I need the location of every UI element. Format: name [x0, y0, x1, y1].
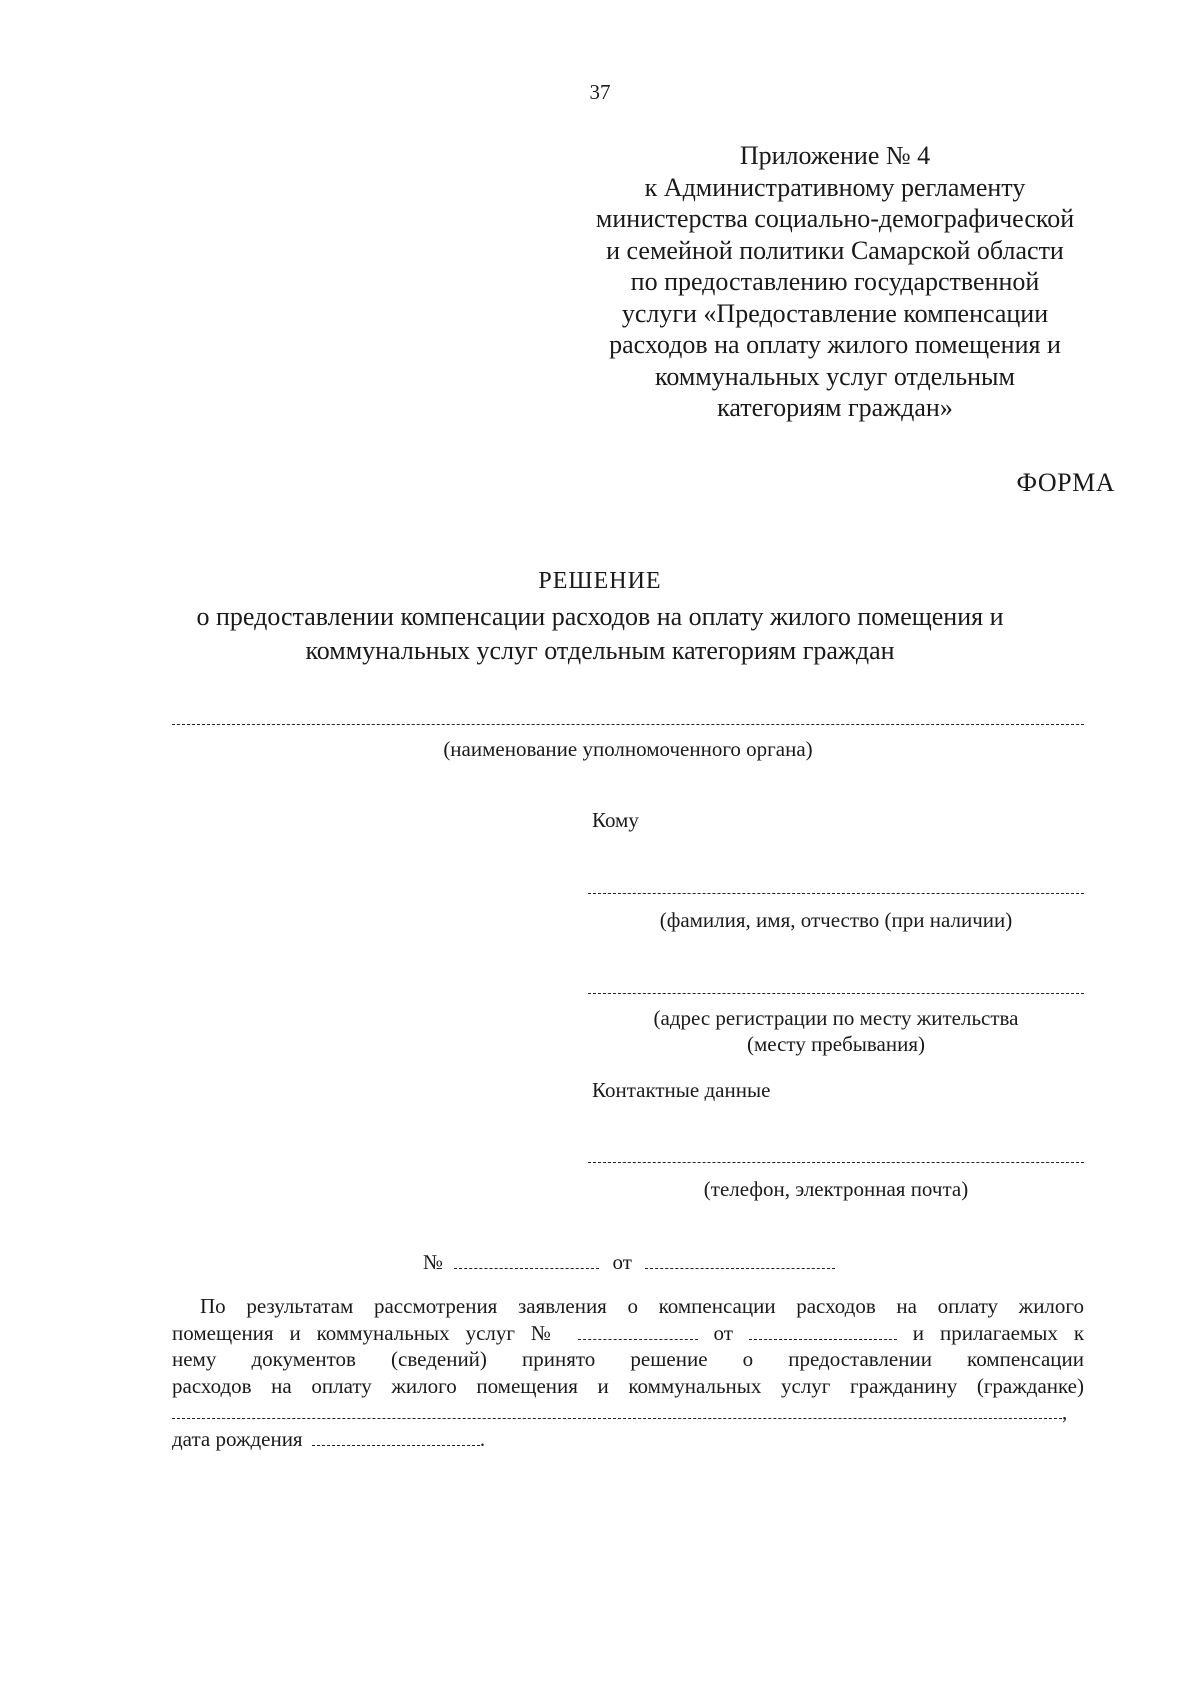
body-text-fragment: от: [713, 1320, 733, 1345]
body-line: [172, 1320, 1084, 1347]
recipient-name-blank-line[interactable]: [588, 893, 1084, 894]
decision-body: [172, 1293, 1084, 1452]
contacts-blank-line[interactable]: [588, 1162, 1084, 1163]
appendix-line: к Административному регламенту: [644, 172, 1026, 202]
appendix-line: коммунальных услуг отдельным: [655, 361, 1015, 391]
appendix-header: [555, 140, 1115, 424]
application-number-blank[interactable]: [578, 1325, 698, 1340]
body-text-fragment: .: [479, 1426, 486, 1451]
appendix-line: по предоставлению государственной: [630, 267, 1040, 296]
citizen-name-blank[interactable]: [172, 1404, 1062, 1419]
decision-title: РЕШЕНИЕ: [538, 568, 662, 594]
form-label: ФОРМА: [1016, 468, 1115, 497]
address-caption-line1: (адрес регистрации по месту жительства: [653, 1006, 1019, 1030]
from-label: от: [612, 1250, 632, 1274]
decision-subtitle: [0, 600, 1200, 668]
body-line: нему документов (сведений) принято решение о предоставлении компенсации: [172, 1347, 1084, 1371]
appendix-line: и семейной политики Самарской области: [606, 235, 1064, 265]
decision-date-blank[interactable]: [645, 1254, 835, 1269]
body-text-fragment: помещения и коммунальных услуг №: [172, 1320, 562, 1345]
birth-date-label: дата рождения: [172, 1426, 303, 1451]
address-blank-line[interactable]: [588, 993, 1084, 994]
appendix-line: Приложение № 4: [739, 141, 931, 170]
appendix-line: услуги «Предоставление компенсации: [621, 298, 1049, 328]
address-caption-line2: (месту пребывания): [746, 1032, 926, 1056]
body-text-fragment: и прилагаемых к: [912, 1320, 1085, 1345]
appendix-line: категориям граждан»: [717, 393, 953, 422]
number-sign: №: [423, 1250, 444, 1274]
recipient-name-caption: (фамилия, имя, отчество (при наличии): [659, 908, 1013, 932]
body-line: [172, 1399, 1084, 1426]
birth-date-blank[interactable]: [312, 1431, 480, 1446]
authority-blank-line[interactable]: [172, 724, 1084, 725]
decision-subtitle-line: о предоставлении компенсации расходов на оплату жилого помещения и: [196, 602, 1004, 631]
page-number: 37: [589, 80, 611, 104]
to-label: Кому: [592, 808, 639, 832]
appendix-line: расходов на оплату жилого помещения и: [609, 330, 1061, 359]
body-line: По результатам рассмотрения заявления о компенсации расходов на оплату жилого: [200, 1294, 1084, 1318]
application-date-blank[interactable]: [749, 1325, 897, 1340]
decision-subtitle-line: коммунальных услуг отдельным категориям граждан: [305, 636, 895, 665]
body-line: расходов на оплату жилого помещения и коммунальных услуг гражданину (гражданке): [172, 1373, 1084, 1398]
contacts-caption: (телефон, электронная почта): [703, 1177, 969, 1201]
body-line: [172, 1426, 1084, 1453]
decision-number-blank[interactable]: [454, 1254, 599, 1269]
body-text-fragment: ,: [1062, 1400, 1068, 1424]
contacts-label: Контактные данные: [592, 1078, 771, 1102]
decision-number-row: [423, 1250, 835, 1275]
authority-caption: (наименование уполномоченного органа): [443, 737, 813, 761]
appendix-line: министерства социально-демографической: [595, 204, 1075, 233]
